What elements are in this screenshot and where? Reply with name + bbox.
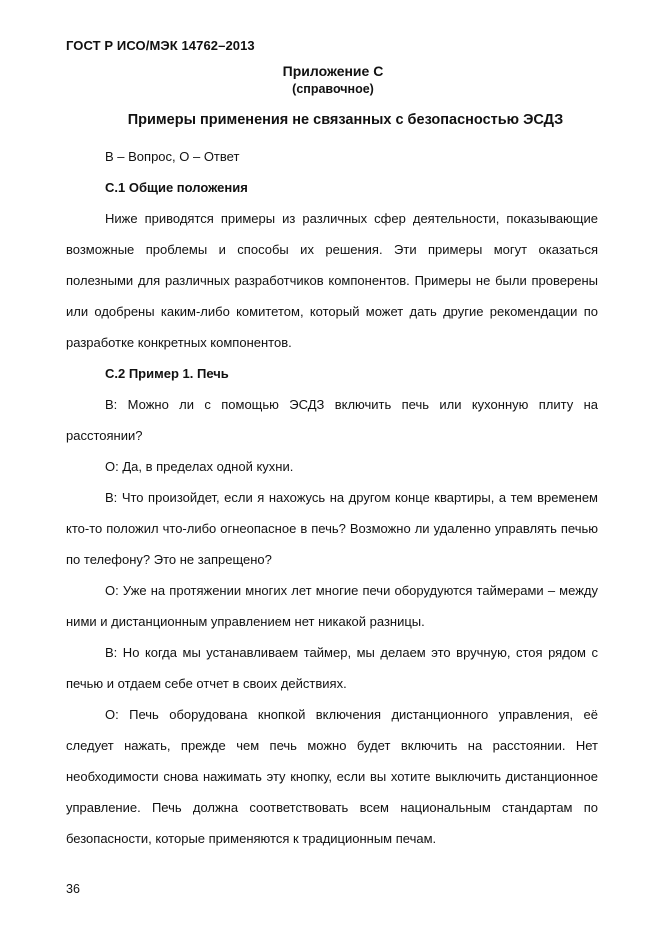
question-3: В: Но когда мы устанавливаем таймер, мы делаем это вручную, стоя рядом с печью и отдаем себе отчет в своих действиях. xyxy=(66,645,598,691)
answer-2: О: Уже на протяжении многих лет многие печи оборудуются таймерами – между ними и дистанционным управлением нет никакой разницы. xyxy=(66,583,598,629)
question-2: В: Что произойдет, если я нахожусь на другом конце квартиры, а тем временем кто-то положил что-либо огнеопасное в печь? Возможно ли удаленно управлять печью по телефону? Это не запрещено? xyxy=(66,490,598,567)
question-1: В: Можно ли с помощью ЭСДЗ включить печь или кухонную плиту на расстоянии? xyxy=(66,397,598,443)
section-title: Примеры применения не связанных с безопасностью ЭСДЗ xyxy=(127,112,564,128)
c1-paragraph: Ниже приводятся примеры из различных сфер деятельности, показывающие возможные проблемы и способы их решения. Эти примеры могут оказаться полезными для различных разработчиков компонентов. Примеры не были проверены или одобрены каким-либо комитетом, который может дать другие рекомендации по разработке конкретных компонентов. xyxy=(66,211,598,350)
appendix-subtitle: (справочное) xyxy=(292,82,374,96)
document-code-header: ГОСТ Р ИСО/МЭК 14762–2013 xyxy=(66,38,255,53)
answer-1: О: Да, в пределах одной кухни. xyxy=(105,459,294,474)
body-text xyxy=(66,141,598,854)
page-number: 36 xyxy=(66,882,80,896)
c1-heading: С.1 Общие положения xyxy=(105,180,248,195)
answer-3: О: Печь оборудована кнопкой включения дистанционного управления, её следует нажать, прежде чем печь можно будет включить на расстоянии. Нет необходимости снова нажимать эту кнопку, если вы хотите выключить дистанционное управление. Печь должна соответствовать всем национальным стандартам по безопасности, которые применяются к традиционным печам. xyxy=(66,707,598,846)
c2-heading: С.2 Пример 1. Печь xyxy=(105,366,229,381)
appendix-title: Приложение С xyxy=(282,63,384,79)
legend-text: В – Вопрос, О – Ответ xyxy=(105,149,240,164)
